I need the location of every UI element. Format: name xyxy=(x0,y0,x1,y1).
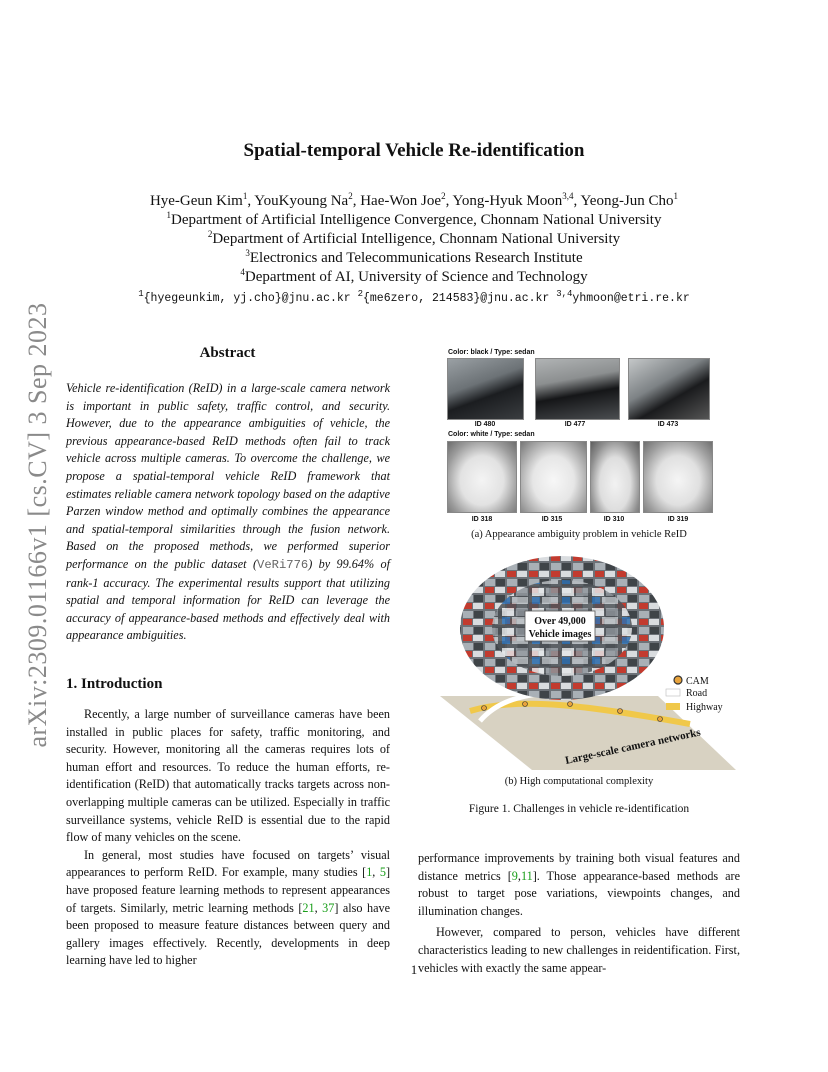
arxiv-id: arXiv:2309.01166v1 [cs.CV] 3 Sep 2023 xyxy=(23,302,52,748)
camera-marker xyxy=(618,709,623,714)
figure-row2-label: Color: white / Type: sedan xyxy=(448,431,535,438)
affil-text: Department of Artificial Intelligence Convergence, Chonnam National University xyxy=(171,212,662,228)
affil-sup: 4 xyxy=(240,267,245,277)
author-sup: 2 xyxy=(441,191,446,201)
text-run: , xyxy=(517,868,521,883)
vehicle-image-id319 xyxy=(643,441,713,513)
email-sup: 1 xyxy=(138,289,144,300)
affil-sup: 2 xyxy=(207,229,213,239)
figure-caption: Figure 1. Challenges in vehicle re-identification xyxy=(468,803,690,815)
dataset-name: VeRi776 xyxy=(257,557,309,572)
author-name: , YouKyoung Na xyxy=(247,193,349,209)
vehicle-image-id477 xyxy=(535,358,620,420)
paragraph xyxy=(66,847,390,970)
callout-line1: Over 49,000 xyxy=(534,616,586,627)
intro-right-column xyxy=(418,850,740,977)
camera-network-illustration xyxy=(440,546,736,770)
author-name: Hye-Geun Kim xyxy=(149,193,243,209)
author-block xyxy=(0,192,828,287)
vehicle-image-id473 xyxy=(628,358,710,420)
arxiv-sidebar-stamp xyxy=(18,290,58,760)
affiliation xyxy=(0,230,828,249)
camera-marker xyxy=(482,706,487,711)
email[interactable]: {hyegeunkim, yj.cho}@jnu.ac.kr xyxy=(143,292,358,305)
citation-link[interactable]: 1 xyxy=(366,865,373,880)
citation-link[interactable]: 5 xyxy=(379,865,386,880)
network-label: Large-scale camera networks xyxy=(564,726,702,767)
author-name: , Yeong-Jun Cho xyxy=(573,193,674,209)
camera-marker xyxy=(523,702,528,707)
affil-text: Electronics and Telecommunications Research Institute xyxy=(249,250,583,266)
author-sup: 2 xyxy=(348,191,353,201)
author-sup: 1 xyxy=(673,191,679,201)
abstract-part: ) by 99.64% of rank-1 accuracy. The experimental results support that utilizing spatial and temporal information for ReID can leverage the accuracy of appearance-based methods and effectively deal with appearance ambiguities. xyxy=(66,556,390,643)
section-heading-introduction: 1. Introduction xyxy=(66,676,163,692)
author-emails xyxy=(0,289,828,305)
legend-cam-icon xyxy=(674,676,682,684)
subfigure-caption-b: (b) High computational complexity xyxy=(504,776,654,787)
intro-left-column xyxy=(66,706,390,970)
paragraph: Recently, a large number of surveillance cameras have been installed in public places for safety, traffic monitoring, and security. However, monitoring all the cameras requires lots of human effort and resources. To reduce the human efforts, re-identification (ReID) that automatically tracks targets across non-overlapping multiple cameras can be utilized. Especially in traffic surveillance systems, vehicle ReID is essential due to the rapid flow of many vehicles on the scene. xyxy=(66,707,390,845)
citation-link[interactable]: 11 xyxy=(520,868,533,883)
author-sup: 1 xyxy=(242,191,248,201)
affiliation xyxy=(0,249,828,268)
text-run: , xyxy=(372,865,380,880)
email-sup: 3,4 xyxy=(556,289,573,300)
affil-sup: 3 xyxy=(245,248,250,258)
vehicle-id-label: ID 480 xyxy=(474,421,496,428)
affil-sup: 1 xyxy=(166,210,172,220)
email-sup: 2 xyxy=(357,289,363,300)
legend-highway-label: Highway xyxy=(686,702,723,713)
vehicle-image-id318 xyxy=(447,441,517,513)
citation-link[interactable]: 21 xyxy=(302,900,315,915)
abstract-heading: Abstract xyxy=(199,345,256,361)
text-run: ]. Those appearance-based methods are robust to target pose variations, viewpoints changes, and illumination changes. xyxy=(418,868,740,918)
vehicle-id-label: ID 477 xyxy=(564,421,586,428)
author-name: , Yong-Hyuk Moon xyxy=(445,193,563,209)
affiliation xyxy=(0,268,828,287)
vehicle-id-label: ID 315 xyxy=(541,516,563,523)
legend-cam-label: CAM xyxy=(686,676,709,687)
vehicle-id-label: ID 318 xyxy=(471,516,493,523)
email[interactable]: yhmoon@etri.re.kr xyxy=(572,292,690,305)
paragraph: However, compared to person, vehicles have different characteristics leading to new challenges in reidentification. First, vehicles with exactly the same appear- xyxy=(418,925,740,975)
text-run: In general, most studies have focused on targets’ visual appearances to perform ReID. For example, many studies [ xyxy=(66,847,390,880)
abstract-text xyxy=(66,380,390,645)
email[interactable]: {me6zero, 214583}@jnu.ac.kr xyxy=(362,292,557,305)
text-run: ] have proposed feature learning methods to represent appearances of targets. Similarly, metric learning methods [ xyxy=(66,865,391,915)
text-run: ] also have been proposed to measure feature distances between query and gallery images effectively. Recently, developments in deep learning have led to higher xyxy=(66,900,390,968)
page-number: 1 xyxy=(410,962,418,977)
author-name: , Hae-Won Joe xyxy=(352,193,442,209)
citation-link[interactable]: 37 xyxy=(322,900,335,915)
camera-marker xyxy=(658,717,663,722)
vehicle-id-label: ID 310 xyxy=(603,516,625,523)
vehicle-id-label: ID 473 xyxy=(657,421,679,428)
vehicle-id-label: ID 319 xyxy=(667,516,689,523)
text-run: , xyxy=(314,900,323,915)
legend-highway-swatch xyxy=(666,703,680,710)
legend-road-swatch xyxy=(666,689,680,696)
vehicle-image-id310 xyxy=(590,441,640,513)
affiliation xyxy=(0,211,828,230)
affil-text: Department of AI, University of Science and Technology xyxy=(244,269,588,285)
paragraph xyxy=(418,850,740,920)
author-list xyxy=(0,192,828,211)
paper-title: Spatial-temporal Vehicle Re-identification xyxy=(243,140,585,161)
abstract-part: Vehicle re-identification (ReID) in a large-scale camera network is important in public safety, traffic control, and security. However, due to the appearance ambiguities of vehicle, the previous appearance-based ReID methods often fail to track vehicle across multiple cameras. To overcome the challenge, we propose a spatial-temporal vehicle ReID framework that estimates reliable camera network topology based on the adaptive Parzen window method and optimally combines the appearance and spatial-temporal similarities through the fusion network. Based on the proposed methods, we performed superior performance on the public dataset ( xyxy=(66,381,390,571)
author-sup: 3,4 xyxy=(562,191,574,201)
vehicle-image-id315 xyxy=(520,441,587,513)
text-run: performance improvements by training both visual features and distance metrics [ xyxy=(418,851,740,883)
figure-row1-label: Color: black / Type: sedan xyxy=(448,349,535,356)
subfigure-caption-a: (a) Appearance ambiguity problem in vehicle ReID xyxy=(471,529,687,540)
legend-road-label: Road xyxy=(686,688,708,699)
callout-line2: Vehicle images xyxy=(528,629,592,640)
affil-text: Department of Artificial Intelligence, Chonnam National University xyxy=(212,231,621,247)
vehicle-image-id480 xyxy=(447,358,524,420)
camera-marker xyxy=(568,702,573,707)
citation-link[interactable]: 9 xyxy=(511,868,518,883)
